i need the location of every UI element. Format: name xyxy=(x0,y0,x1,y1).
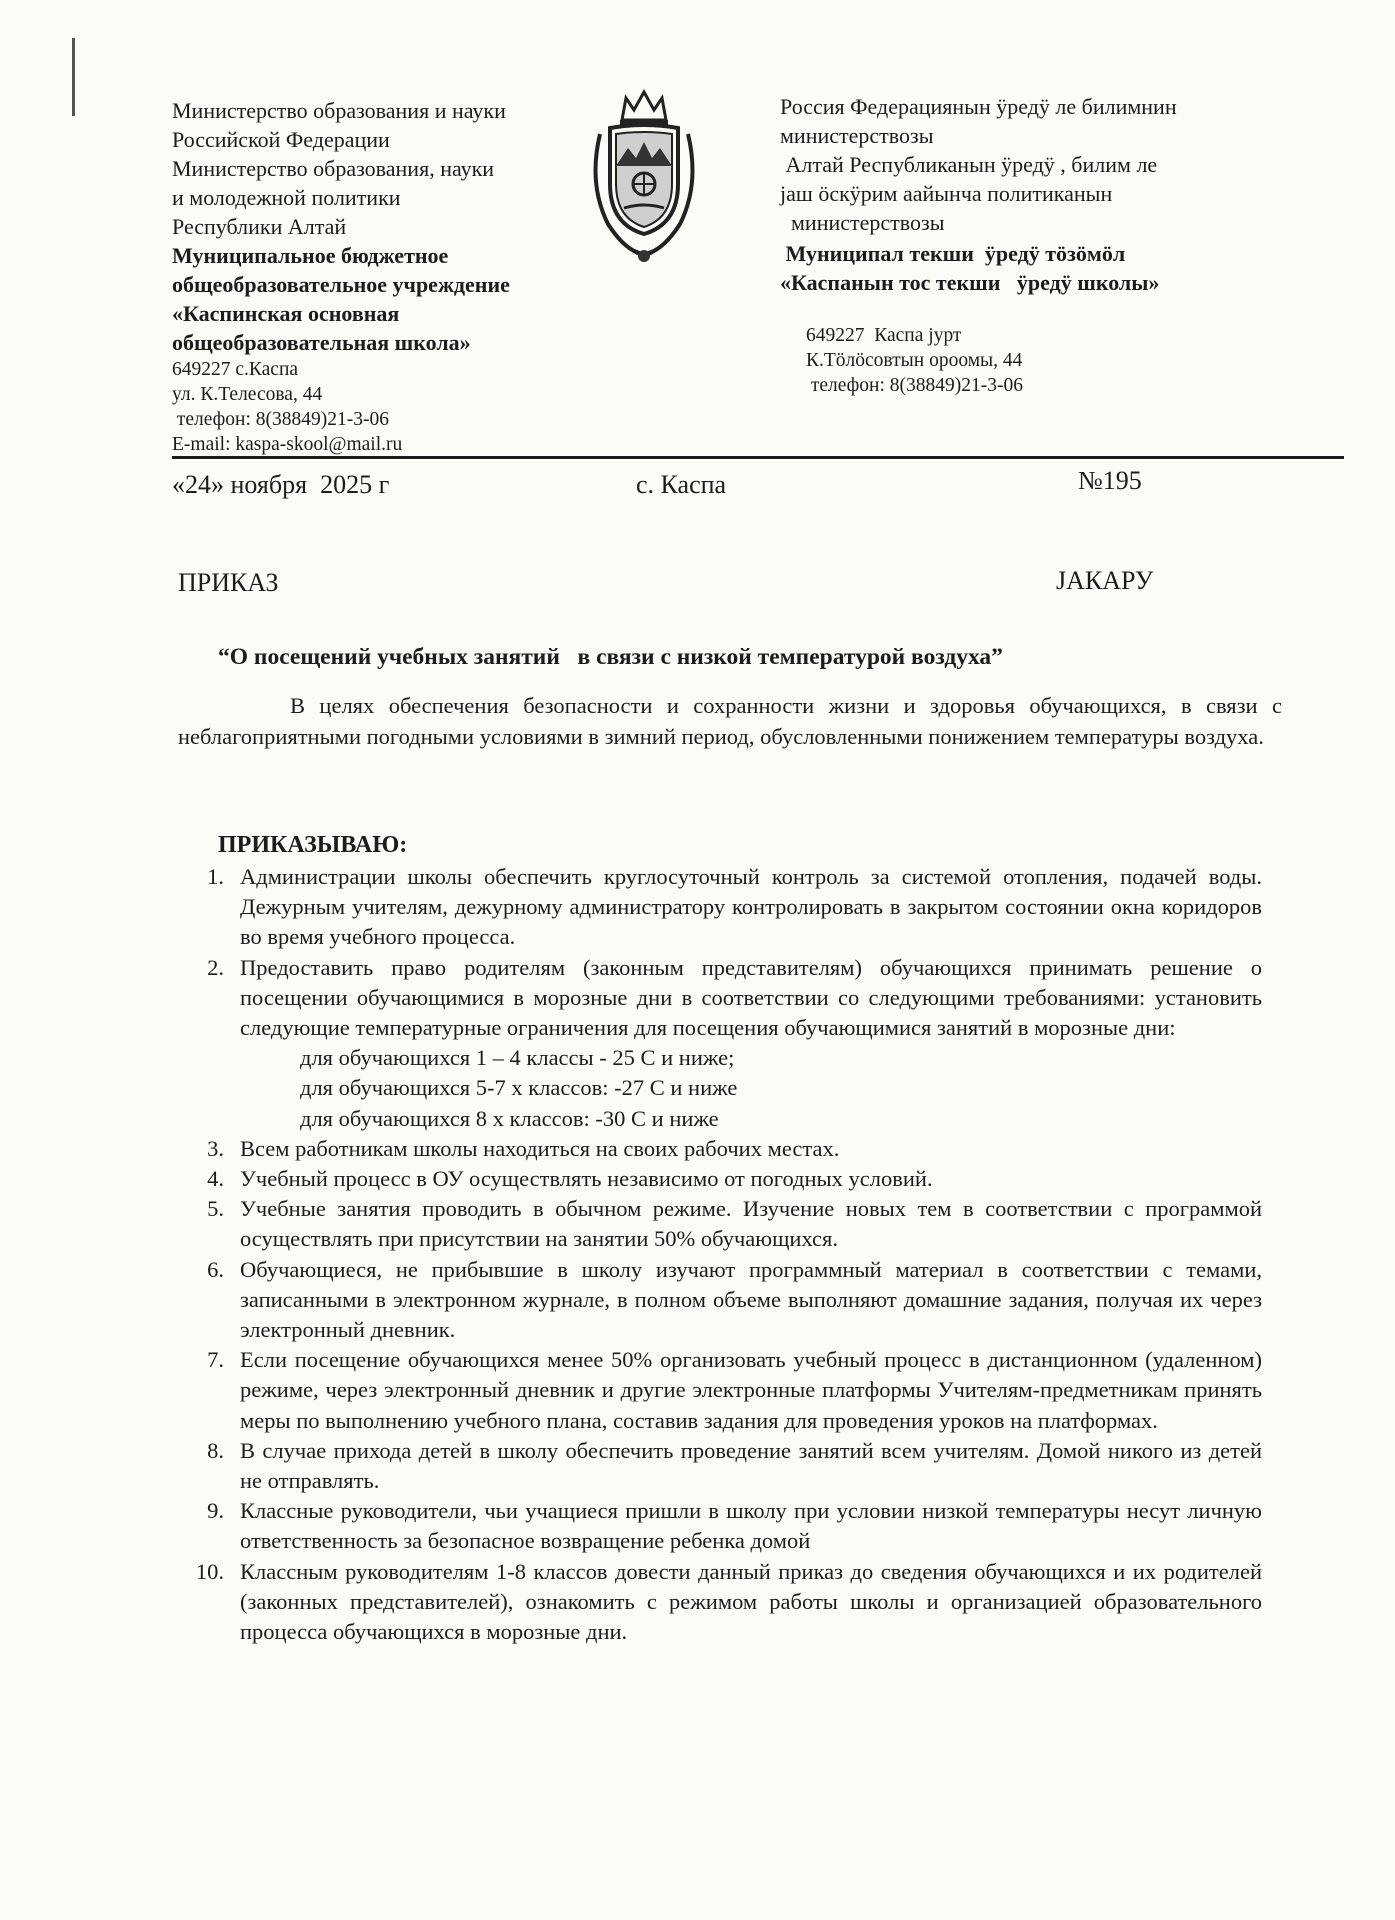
scan-margin-mark xyxy=(72,38,75,116)
order-item-text: Учебные занятия проводить в обычном режиме. Изучение новых тем в соответствии с программой осуществлять при присутствии на занятии 50% обучающихся. xyxy=(240,1196,1262,1252)
school-name-line: общеобразовательное учреждение xyxy=(172,272,510,297)
order-number: №195 xyxy=(1078,466,1142,495)
order-item xyxy=(180,1194,1262,1254)
order-item xyxy=(180,862,1262,953)
address-line-alt: 649227 Каспа јурт xyxy=(806,325,962,346)
school-name-line: «Каспинская основная xyxy=(172,301,400,326)
order-item xyxy=(180,1255,1262,1346)
school-name-line: Муниципальное бюджетное xyxy=(172,243,449,268)
order-item-number: 1. xyxy=(207,864,224,889)
header-right-block xyxy=(780,92,1177,398)
temperature-limit-line: для обучающихся 5-7 х классов: -27 С и ниже xyxy=(300,1075,738,1101)
school-name-line-alt: Муниципал текши ӱредӱ тӧзӧмӧл xyxy=(780,241,1126,266)
order-heading: ПРИКАЗЫВАЮ: xyxy=(218,832,408,858)
order-item-number: 6. xyxy=(207,1256,224,1282)
order-item xyxy=(180,1345,1262,1436)
order-item-number: 10. xyxy=(195,1558,224,1584)
order-item xyxy=(180,1557,1262,1648)
header-divider xyxy=(172,456,1344,459)
order-item-number: 3. xyxy=(207,1135,224,1161)
order-item-number: 7. xyxy=(207,1347,224,1373)
order-item xyxy=(180,1436,1262,1496)
address-line: ул. К.Телесова, 44 xyxy=(172,384,323,405)
ministry-line: Российской Федерации xyxy=(172,127,390,152)
ministry-line: Министерство образования, науки xyxy=(172,156,495,181)
address-line-alt: К.Тӧлӧсовтын ороомы, 44 xyxy=(806,350,1023,371)
coat-of-arms-emblem xyxy=(586,84,702,272)
order-item-text: Обучающиеся, не прибывшие в школу изучают программный материал в соответствии с темами, записанными в электронном журнале, в полном объеме выполняют домашние задания, получая их через электронный дневник. xyxy=(240,1256,1262,1343)
phone-line: телефон: 8(38849)21-3-06 xyxy=(172,409,390,430)
order-item-text: Всем работникам школы находиться на своих рабочих местах. xyxy=(240,1135,840,1161)
order-item-text: Классным руководителям 1-8 классов довести данный приказ до сведения обучающихся и их родителей (законных представителей), ознакомить с режимом работы школы и организацией образовательного процесса обучающихся в морозные дни. xyxy=(240,1558,1262,1645)
order-title: “О посещений учебных занятий в связи с низкой температурой воздуха” xyxy=(218,644,1003,670)
ministry-line-alt: Россия Федерациянын ӱредӱ ле билимнин xyxy=(780,94,1177,119)
order-item xyxy=(180,1496,1262,1556)
temperature-limit-line: для обучающихся 1 – 4 классы - 25 С и ниже; xyxy=(300,1045,735,1071)
ministry-line: Министерство образования и науки xyxy=(172,98,506,123)
order-item-text: Классные руководители, чьи учащиеся пришли в школу при условии низкой температуры несут личную ответственность за безопасное возвращение ребенка домой xyxy=(240,1498,1262,1554)
order-item xyxy=(180,953,1262,1134)
ministry-line-alt: министерствозы xyxy=(780,123,934,148)
ministry-line-alt: Алтай Республиканын ӱредӱ , билим ле xyxy=(780,152,1158,177)
email-line: E-mail: kaspa-skool@mail.ru xyxy=(172,434,403,455)
intro-paragraph: В целях обеспечения безопасности и сохранности жизни и здоровья обучающихся, в связи с неблагоприятными погодными условиями в зимний период, обусловленными понижением температуры воздуха. xyxy=(178,693,1282,749)
address-line: 649227 с.Каспа xyxy=(172,359,299,380)
order-items-list xyxy=(180,862,1262,1647)
header-left-block xyxy=(172,96,510,457)
order-item-text: Администрации школы обеспечить круглосуточный контроль за системой отопления, подачей воды. Дежурным учителям, дежурному администратору контролировать в закрытом состоянии окна коридоров во время учебного процесса. xyxy=(240,864,1262,950)
temperature-limit-line: для обучающихся 8 х классов: -30 С и ниже xyxy=(300,1105,719,1131)
order-item-text: Учебный процесс в ОУ осуществлять независимо от погодных условий. xyxy=(240,1166,933,1192)
order-item-number: 4. xyxy=(207,1166,224,1192)
order-item-number: 9. xyxy=(207,1498,224,1524)
order-place: с. Каспа xyxy=(636,470,727,499)
order-date: «24» ноября 2025 г xyxy=(172,470,390,499)
order-item-number: 8. xyxy=(207,1437,224,1463)
ministry-line-alt: министерствозы xyxy=(780,210,945,235)
order-item-text: Предоставить право родителям (законным представителям) обучающихся принимать решение о посещении обучающимися в морозные дни в соответствии со следующими требованиями: установить следующие температурные ограничения для посещения обучающимися занятий в морозные дни: xyxy=(240,954,1262,1041)
doc-type-alt: ЈАКАРУ xyxy=(1056,566,1154,595)
order-item-number: 5. xyxy=(207,1196,224,1222)
ministry-line: Республики Алтай xyxy=(172,214,347,239)
doc-type-ru: ПРИКАЗ xyxy=(178,568,279,597)
school-name-line: общеобразовательная школа» xyxy=(172,330,471,355)
order-item xyxy=(180,1164,1262,1194)
phone-line-alt: телефон: 8(38849)21-3-06 xyxy=(806,375,1024,396)
order-item xyxy=(180,1134,1262,1164)
order-item-text: В случае прихода детей в школу обеспечить проведение занятий всем учителям. Домой никого из детей не отправлять. xyxy=(240,1437,1262,1494)
order-item-text: Если посещение обучающихся менее 50% организовать учебный процесс в дистанционном (удаленном) режиме, через электронный дневник и другие электронные платформы Учителям-предметникам принять меры по выполнению учебного плана, составив задания для проведения уроков на платформах. xyxy=(240,1347,1262,1433)
ministry-line: и молодежной политики xyxy=(172,185,401,210)
order-item-number: 2. xyxy=(207,954,224,980)
ministry-line-alt: јаш ӧскӱрим аайынча политиканын xyxy=(780,181,1113,206)
school-name-line-alt: «Каспанын тос текши ӱредӱ школы» xyxy=(780,270,1160,295)
